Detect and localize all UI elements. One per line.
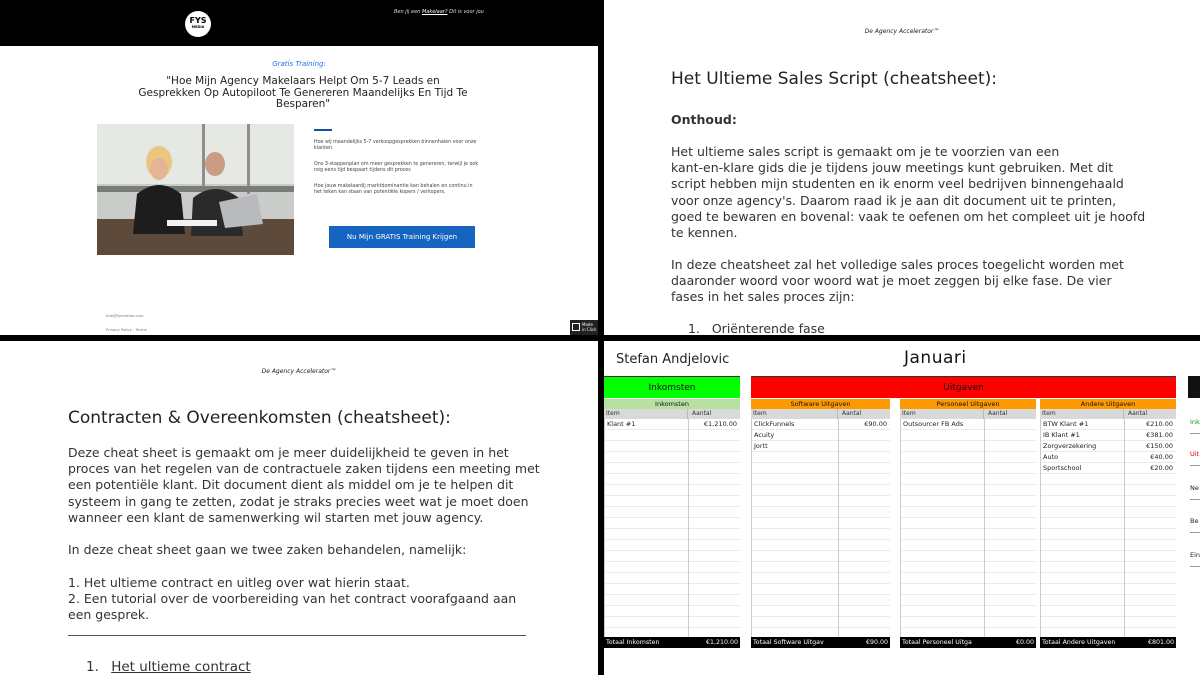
data-grid[interactable] <box>751 419 890 637</box>
text-line: kant-en-klare gids die je tijdens jouw meetings kunt gebruiken. Met dit <box>671 160 1114 176</box>
intro-paragraph <box>68 445 588 526</box>
text-line: Het ultieme sales script is gemaakt om je te voorzien van een <box>671 144 1060 159</box>
amount-cell <box>838 430 890 441</box>
amount-header: Aantal <box>1128 410 1148 417</box>
summary-divider <box>1190 566 1200 567</box>
item-cell: Outsourcer FB Ads <box>903 420 964 428</box>
amount-header: Aantal <box>988 410 1008 417</box>
document-header: De Agency Accelerator™ <box>261 368 337 375</box>
amount-cell: €90.00 <box>864 420 887 428</box>
header-tagline <box>394 9 484 15</box>
total-value: €90.00 <box>865 639 888 646</box>
amount-cell: €20.00 <box>1150 464 1173 472</box>
intro-paragraph <box>671 144 1191 241</box>
item-header: Item <box>751 409 838 419</box>
phase-list-item: 1. Oriënterende fase <box>688 321 825 335</box>
expense-band: Uitgaven <box>751 376 1176 398</box>
training-label: Gratis Training: <box>272 60 326 68</box>
amount-cell: €1,210.00 <box>703 420 737 428</box>
amount-cell: €210.00 <box>1146 420 1173 428</box>
accent-rule <box>314 129 332 131</box>
item-header: Item <box>604 409 688 419</box>
total-label: Totaal Inkomsten <box>606 639 660 646</box>
text-line: systeem in gang te zetten, zodat je straks precies weet wat je moet doen <box>68 493 529 509</box>
text-line: daaronder woord voor woord wat je moet zeggen bij elke fase. De vier <box>671 273 1112 289</box>
table-row[interactable] <box>901 419 1036 430</box>
text-line: In deze cheatsheet zal het volledige sales proces toegelicht worden met <box>671 257 1124 272</box>
table-row[interactable] <box>752 419 890 430</box>
total-row <box>604 637 740 648</box>
text-line: 2. Een tutorial over de voorbereiding van het contract voorafgaand aan <box>68 591 517 607</box>
contract-document <box>0 341 598 675</box>
total-label: Totaal Andere Uitgaven <box>1042 639 1116 646</box>
budget-spreadsheet <box>604 341 1200 675</box>
tagline-link[interactable]: Makelaar? <box>421 9 448 15</box>
document-header: De Agency Accelerator™ <box>864 28 940 35</box>
data-grid[interactable] <box>900 419 1036 637</box>
logo-text: FYS <box>189 16 207 25</box>
income-panel <box>604 399 740 648</box>
logo-subtext: MEDIA <box>191 25 205 29</box>
benefit-point: Hoe jouw makelaardij marktdominantie kan behalen en continu in het teken kan staan van potentiële kopers / verkopers. <box>314 184 473 196</box>
total-label: Totaal Software Uitgav <box>753 639 824 646</box>
summary-divider <box>1190 465 1200 466</box>
amount-cell: €150.00 <box>1146 442 1173 450</box>
panel-title: Andere Uitgaven <box>1040 399 1176 409</box>
item-header: Item <box>1040 409 1124 419</box>
text-line: script hebben mijn studenten en ik enorm veel bedrijven binnengehaald <box>671 176 1124 192</box>
sales-script-document <box>604 0 1200 335</box>
amount-cell: €40.00 <box>1150 453 1173 461</box>
item-cell: IB Klant #1 <box>1043 431 1080 439</box>
amount-header: Aantal <box>692 410 712 417</box>
staff-expenses-panel <box>900 399 1036 648</box>
text-line: wanneer een klant de samenwerking wil starten met jouw agency. <box>68 509 484 525</box>
landing-headline: "Hoe Mijn Agency Makelaars Helpt Om 5-7 Leads en Gesprekken Op Autopiloot Te Genereren Maandelijks En Tijd Te Besparen" <box>138 75 468 110</box>
overview-paragraph: In deze cheat sheet gaan we twee zaken behandelen, namelijk: <box>68 542 467 557</box>
other-expenses-panel <box>1040 399 1176 648</box>
document-title: Het Ultieme Sales Script (cheatsheet): <box>671 69 997 89</box>
total-label: Totaal Personeel Uitga <box>902 639 972 646</box>
phases-paragraph <box>671 257 1191 306</box>
text-line: proces van het regelen van de contractuele zaken tijdens een meeting met <box>68 461 540 477</box>
column-header <box>751 409 890 419</box>
table-row[interactable] <box>1041 441 1176 452</box>
total-row <box>900 637 1036 648</box>
section-heading <box>86 659 251 675</box>
amount-cell <box>984 419 1036 430</box>
benefit-point: Ons 3-stappenplan om meer gesprekken te genereren, terwijl je ook nog eens tijd bespaart tijdens dit proces <box>314 162 479 174</box>
item-cell: Jortt <box>754 442 768 450</box>
data-grid[interactable] <box>604 419 740 637</box>
text-line: een gesprek. <box>68 607 150 623</box>
item-cell: Klant #1 <box>607 420 636 428</box>
document-title: Contracten & Overeenkomsten (cheatsheet): <box>68 408 451 428</box>
summary-divider <box>1190 532 1200 533</box>
tagline-prefix: Ben jij een <box>394 9 422 15</box>
text-line: voor onze agency's. Daarom raad ik je aan dit document uit te printen, <box>671 192 1117 208</box>
month-title: Januari <box>904 348 967 368</box>
table-row[interactable] <box>1041 452 1176 463</box>
summary-label: Ink <box>1190 418 1200 426</box>
table-row[interactable] <box>752 441 890 452</box>
section-number: 1. <box>86 659 99 675</box>
column-divider <box>688 419 689 637</box>
summary-label: Ein <box>1190 551 1200 559</box>
tagline-suffix: Dit is voor jou <box>447 9 484 15</box>
section-title: Het ultieme contract <box>111 659 251 675</box>
total-value: €801.00 <box>1147 639 1174 646</box>
builder-logo-icon <box>572 323 580 331</box>
landing-header <box>0 0 598 46</box>
fys-media-logo[interactable] <box>185 11 211 37</box>
item-cell: Zorgverzekering <box>1043 442 1097 450</box>
item-cell: Sportschool <box>1043 464 1082 472</box>
column-divider <box>1124 419 1125 637</box>
text-line: Deze cheat sheet is gemaakt om je meer duidelijkheid te geven in het <box>68 445 509 460</box>
benefit-point: Hoe wij maandelijks 5-7 verkoopgesprekken binnenhalen voor onze klanten. <box>314 140 477 152</box>
panel-title: Software Uitgaven <box>751 399 890 409</box>
footer-legal-links[interactable]: Privacy Policy · Terms <box>106 327 147 332</box>
item-cell: BTW Klant #1 <box>1043 420 1089 428</box>
software-expenses-panel <box>751 399 890 648</box>
amount-cell: €381.00 <box>1146 431 1173 439</box>
document-subtitle: Onthoud: <box>671 112 737 127</box>
total-value: €1,210.00 <box>705 639 738 646</box>
text-line: 1. Het ultieme contract en uitleg over wat hierin staat. <box>68 575 410 590</box>
cta-button[interactable]: Nu Mijn GRATIS Training Krijgen <box>329 226 475 248</box>
hero-photo <box>97 124 294 255</box>
topic-list <box>68 575 588 624</box>
column-header <box>1040 409 1176 419</box>
panel-title: Inkomsten <box>604 399 740 409</box>
total-row <box>1040 637 1176 648</box>
summary-divider <box>1190 433 1200 434</box>
landing-page-screenshot <box>0 0 598 335</box>
income-band: Inkomsten <box>604 376 740 398</box>
summary-label: Be <box>1190 517 1199 525</box>
owner-name: Stefan Andjelovic <box>616 352 730 367</box>
column-divider <box>838 419 839 637</box>
text-line: fases in het sales proces zijn: <box>671 289 855 305</box>
item-cell: ClickFunnels <box>754 420 795 428</box>
table-row[interactable] <box>752 430 890 441</box>
summary-label: Uit <box>1190 450 1200 458</box>
side-band <box>1188 376 1200 398</box>
builder-badge[interactable] <box>570 320 598 335</box>
table-row[interactable] <box>1041 463 1176 474</box>
data-grid[interactable] <box>1040 419 1176 637</box>
text-line: te kennen. <box>671 225 738 241</box>
column-divider <box>984 419 985 637</box>
column-header <box>604 409 740 419</box>
footer-email[interactable]: info@fysmedia.com <box>106 313 144 318</box>
total-value: €0.00 <box>1015 639 1034 646</box>
amount-cell <box>838 441 890 452</box>
panel-title: Personeel Uitgaven <box>900 399 1036 409</box>
amount-header: Aantal <box>842 410 862 417</box>
item-cell: Acuity <box>754 431 775 439</box>
table-row[interactable] <box>1041 430 1176 441</box>
column-header <box>900 409 1036 419</box>
table-row[interactable] <box>605 419 740 430</box>
summary-divider <box>1190 499 1200 500</box>
total-row <box>751 637 890 648</box>
badge-text: Made in Click <box>582 322 597 332</box>
table-row[interactable] <box>1041 419 1176 430</box>
section-divider <box>68 635 526 636</box>
item-header: Item <box>900 409 984 419</box>
text-line: goed te bewaren en bovenal: vaak te oefenen om het compleet uit je hoofd <box>671 208 1146 224</box>
summary-label: Ne <box>1190 484 1199 492</box>
text-line: een potentiële klant. Dit document dient als middel om je te helpen dit <box>68 477 514 493</box>
item-cell: Auto <box>1043 453 1059 461</box>
